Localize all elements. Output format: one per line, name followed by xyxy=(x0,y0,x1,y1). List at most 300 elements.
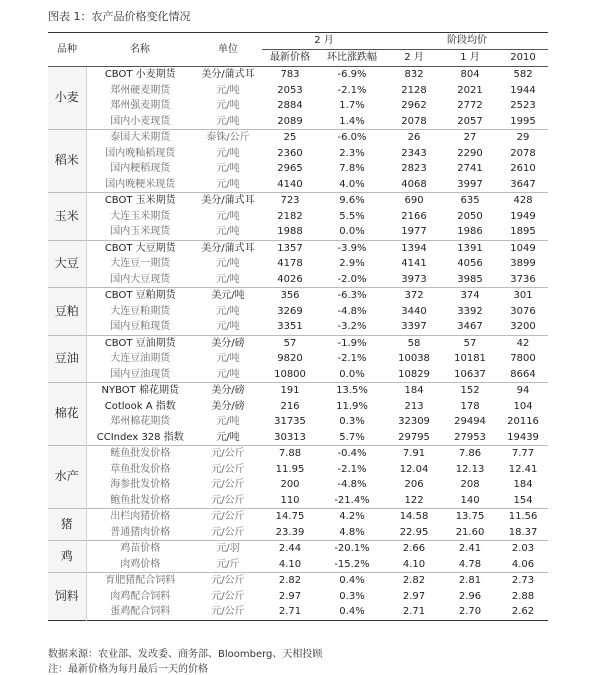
latest-price-cell: 57 xyxy=(262,335,318,351)
latest-price-cell: 23.39 xyxy=(275,526,305,538)
feb-average-cell: 690 xyxy=(386,193,442,209)
latest-price-cell: 2089 xyxy=(277,115,303,127)
name-cell: CCIndex 328 指数 xyxy=(96,431,184,443)
jan-average-cell: 3997 xyxy=(457,178,483,190)
name-cell: 国内粳稻现货 xyxy=(110,163,171,174)
name-cell: 草鱼批发价格 xyxy=(110,463,171,475)
jan-average-cell: 4056 xyxy=(457,258,483,269)
name-cell: CBOT 玉米期货 xyxy=(86,193,194,209)
variety-cell: 棉花 xyxy=(48,383,86,446)
unit-cell: 元/吨 xyxy=(216,368,240,380)
feb-average-cell: 7.91 xyxy=(386,446,442,462)
table-row xyxy=(48,525,548,541)
unit-cell: 元/公斤 xyxy=(211,606,245,617)
table-row xyxy=(48,98,548,114)
jan-average-cell: 2741 xyxy=(457,163,483,174)
unit-cell: 元/公斤 xyxy=(211,494,245,506)
y2010-average-cell: 7.77 xyxy=(498,446,548,462)
unit-cell: 元/公斤 xyxy=(211,590,245,602)
y2010-average-cell: 7800 xyxy=(510,353,536,364)
variety-cell: 豆粕 xyxy=(48,288,86,336)
table-body xyxy=(48,67,548,621)
mom-change-cell: 0.0% xyxy=(339,226,365,237)
table-row xyxy=(48,541,548,557)
table-caption: 图表 1：农产品价格变化情况 xyxy=(48,10,191,23)
y2010-average-cell: 2523 xyxy=(510,100,536,111)
y2010-average-cell: 94 xyxy=(498,383,548,399)
table-row xyxy=(48,589,548,605)
table-row xyxy=(48,114,548,130)
feb-average-cell: 184 xyxy=(386,383,442,399)
table-row xyxy=(48,146,548,162)
name-cell: 鲍鱼批发价格 xyxy=(110,494,171,506)
y2010-average-cell: 4.06 xyxy=(511,558,535,570)
jan-average-cell: 178 xyxy=(460,400,480,412)
unit-cell: 美分/磅 xyxy=(194,383,262,399)
name-cell: CBOT 豆粕期货 xyxy=(86,288,194,304)
feb-average-cell: 2.66 xyxy=(386,541,442,557)
feb-average-cell: 10829 xyxy=(398,368,430,380)
latest-price-cell: 2.71 xyxy=(278,606,302,617)
feb-average-cell: 4141 xyxy=(401,258,427,269)
jan-average-cell: 12.13 xyxy=(455,463,485,475)
mom-change-cell: -2.1% xyxy=(337,353,367,364)
mom-change-cell: 2.9% xyxy=(339,258,365,269)
header-mom-change: 环比涨跌幅 xyxy=(318,50,386,67)
variety-cell: 稻米 xyxy=(48,130,86,193)
feb-average-cell: 372 xyxy=(386,288,442,304)
header-name: 名称 xyxy=(86,33,194,67)
table-row xyxy=(48,304,548,320)
name-cell: 肉鸡价格 xyxy=(120,558,161,570)
unit-cell: 元/吨 xyxy=(216,258,240,269)
table-row xyxy=(48,335,548,351)
name-cell: 泰国大米期货 xyxy=(86,130,194,146)
name-cell: 国内晚粳米现货 xyxy=(105,178,176,190)
header-stage-average: 阶段均价 xyxy=(386,33,548,50)
latest-price-cell: 216 xyxy=(280,400,300,412)
name-cell: 大连豆一期货 xyxy=(110,258,171,269)
mom-change-cell: -4.8% xyxy=(337,479,367,490)
name-cell: NYBOT 棉花期货 xyxy=(86,383,194,399)
table-row xyxy=(48,319,548,335)
mom-change-cell: 2.3% xyxy=(339,147,365,159)
y2010-average-cell: 3736 xyxy=(510,273,536,285)
name-cell: 国内小麦现货 xyxy=(110,115,171,127)
header-variety: 品种 xyxy=(48,33,86,67)
feb-average-cell: 3397 xyxy=(401,321,427,332)
name-cell: 国内豆粕现货 xyxy=(110,321,171,332)
feb-average-cell: 22.95 xyxy=(399,526,429,538)
latest-price-cell: 1988 xyxy=(277,226,303,237)
jan-average-cell: 13.75 xyxy=(442,509,498,525)
latest-price-cell: 11.95 xyxy=(275,463,305,475)
unit-cell: 元/公斤 xyxy=(211,463,245,475)
mom-change-cell: 11.9% xyxy=(336,400,368,412)
header-month: 2 月 xyxy=(262,33,386,50)
mom-change-cell: -6.3% xyxy=(318,288,386,304)
mom-change-cell: -1.9% xyxy=(318,335,386,351)
table-row xyxy=(48,557,548,573)
table-row xyxy=(48,240,548,256)
table-row xyxy=(48,193,548,209)
jan-average-cell: 3392 xyxy=(457,305,483,317)
name-cell: 海参批发价格 xyxy=(110,479,171,490)
latest-price-cell: 7.88 xyxy=(262,446,318,462)
jan-average-cell: 10181 xyxy=(454,353,486,364)
y2010-average-cell: 2.88 xyxy=(511,590,535,602)
variety-cell: 玉米 xyxy=(48,193,86,241)
mom-change-cell: 13.5% xyxy=(318,383,386,399)
latest-price-cell: 2.82 xyxy=(262,573,318,589)
name-cell: 国内晚籼稻现货 xyxy=(105,147,176,159)
name-cell: 普通猪肉价格 xyxy=(110,526,171,538)
unit-cell: 元/公斤 xyxy=(211,526,245,538)
name-cell: CBOT 大豆期货 xyxy=(86,240,194,256)
y2010-average-cell: 3200 xyxy=(510,321,536,332)
table-row xyxy=(48,399,548,415)
name-cell: 鸡苗价格 xyxy=(86,541,194,557)
name-cell: 郑州棉花期货 xyxy=(110,416,171,427)
mom-change-cell: -2.0% xyxy=(337,273,367,285)
y2010-average-cell: 2.62 xyxy=(511,606,535,617)
variety-cell: 饲料 xyxy=(48,573,86,621)
mom-change-cell: -2.1% xyxy=(337,84,367,96)
jan-average-cell: 10637 xyxy=(454,368,486,380)
unit-cell: 元/吨 xyxy=(216,321,240,332)
mom-change-cell: -3.2% xyxy=(337,321,367,332)
mom-change-cell: -6.9% xyxy=(318,67,386,83)
latest-price-cell: 30313 xyxy=(274,431,306,443)
feb-average-cell: 4068 xyxy=(401,178,427,190)
mom-change-cell: -0.4% xyxy=(318,446,386,462)
jan-average-cell: 2772 xyxy=(457,100,483,111)
latest-price-cell: 4140 xyxy=(277,178,303,190)
mom-change-cell: 5.5% xyxy=(339,210,365,222)
name-cell: 国内大豆现货 xyxy=(110,273,171,285)
jan-average-cell: 635 xyxy=(442,193,498,209)
header-unit: 单位 xyxy=(194,33,262,67)
name-cell: 大连豆粕期货 xyxy=(110,305,171,317)
latest-price-cell: 9820 xyxy=(277,353,303,364)
mom-change-cell: 0.3% xyxy=(339,416,365,427)
table-row xyxy=(48,161,548,177)
jan-average-cell: 1391 xyxy=(442,240,498,256)
name-cell: 出栏肉猪价格 xyxy=(86,509,194,525)
latest-price-cell: 3269 xyxy=(277,305,303,317)
latest-price-cell: 2.44 xyxy=(262,541,318,557)
mom-change-cell: 4.2% xyxy=(318,509,386,525)
jan-average-cell: 2057 xyxy=(457,115,483,127)
jan-average-cell: 374 xyxy=(442,288,498,304)
y2010-average-cell: 2.03 xyxy=(498,541,548,557)
y2010-average-cell: 3899 xyxy=(510,258,536,269)
latest-price-cell: 31735 xyxy=(274,416,306,427)
unit-cell: 元/吨 xyxy=(216,210,240,222)
y2010-average-cell: 582 xyxy=(498,67,548,83)
unit-cell: 美分/磅 xyxy=(194,335,262,351)
unit-cell: 泰铢/公斤 xyxy=(194,130,262,146)
table-row xyxy=(48,509,548,525)
jan-average-cell: 4.78 xyxy=(458,558,482,570)
y2010-average-cell: 2610 xyxy=(510,163,536,174)
y2010-average-cell: 3076 xyxy=(510,305,536,317)
y2010-average-cell: 428 xyxy=(498,193,548,209)
table-row xyxy=(48,224,548,240)
y2010-average-cell: 19439 xyxy=(507,431,539,443)
latest-price-cell: 783 xyxy=(262,67,318,83)
table-row xyxy=(48,288,548,304)
feb-average-cell: 2.71 xyxy=(402,606,426,617)
unit-cell: 美分/磅 xyxy=(211,400,245,412)
footnote: 注：最新价格为每月最后一天的价格 xyxy=(48,664,208,675)
latest-price-cell: 10800 xyxy=(274,368,306,380)
unit-cell: 元/吨 xyxy=(216,100,240,111)
table-row xyxy=(48,367,548,383)
table-row xyxy=(48,383,548,399)
jan-average-cell: 27 xyxy=(442,130,498,146)
name-cell: 国内豆油现货 xyxy=(110,368,171,380)
latest-price-cell: 723 xyxy=(262,193,318,209)
unit-cell: 元/公斤 xyxy=(194,446,262,462)
jan-average-cell: 3467 xyxy=(457,321,483,332)
mom-change-cell: 5.7% xyxy=(339,431,365,443)
latest-price-cell: 4178 xyxy=(277,258,303,269)
table-row xyxy=(48,83,548,99)
feb-average-cell: 32309 xyxy=(398,416,430,427)
table-row xyxy=(48,209,548,225)
mom-change-cell: -20.1% xyxy=(318,541,386,557)
jan-average-cell: 29494 xyxy=(454,416,486,427)
jan-average-cell: 140 xyxy=(460,494,480,506)
jan-average-cell: 2.96 xyxy=(458,590,482,602)
unit-cell: 元/羽 xyxy=(194,541,262,557)
table-row xyxy=(48,177,548,193)
name-cell: 育肥猪配合饲料 xyxy=(86,573,194,589)
table-row xyxy=(48,256,548,272)
header-2010-average: 2010 xyxy=(498,50,548,67)
name-cell: CBOT 小麦期货 xyxy=(86,67,194,83)
mom-change-cell: 0.4% xyxy=(339,606,365,617)
y2010-average-cell: 184 xyxy=(513,479,533,490)
mom-change-cell: 0.4% xyxy=(318,573,386,589)
latest-price-cell: 25 xyxy=(262,130,318,146)
latest-price-cell: 356 xyxy=(262,288,318,304)
table-row xyxy=(48,477,548,493)
jan-average-cell: 2021 xyxy=(457,84,483,96)
latest-price-cell: 3351 xyxy=(277,321,303,332)
unit-cell: 元/吨 xyxy=(216,84,240,96)
feb-average-cell: 14.58 xyxy=(386,509,442,525)
y2010-average-cell: 1949 xyxy=(510,210,536,222)
unit-cell: 元/公斤 xyxy=(194,509,262,525)
variety-cell: 水产 xyxy=(48,446,86,509)
latest-price-cell: 2884 xyxy=(277,100,303,111)
y2010-average-cell: 1944 xyxy=(510,84,536,96)
y2010-average-cell: 20116 xyxy=(507,416,539,427)
latest-price-cell: 14.75 xyxy=(262,509,318,525)
table-row xyxy=(48,351,548,367)
variety-cell: 小麦 xyxy=(48,67,86,130)
unit-cell: 元/吨 xyxy=(216,353,240,364)
table-row xyxy=(48,604,548,620)
latest-price-cell: 2965 xyxy=(277,163,303,174)
feb-average-cell: 3440 xyxy=(401,305,427,317)
name-cell: 蛋鸡配合饲料 xyxy=(110,606,171,617)
unit-cell: 元/吨 xyxy=(216,416,240,427)
table-row xyxy=(48,130,548,146)
unit-cell: 元/吨 xyxy=(216,431,240,443)
y2010-average-cell: 154 xyxy=(513,494,533,506)
latest-price-cell: 4.10 xyxy=(278,558,302,570)
feb-average-cell: 2166 xyxy=(401,210,427,222)
jan-average-cell: 7.86 xyxy=(442,446,498,462)
header-feb-average: 2 月 xyxy=(386,50,442,67)
feb-average-cell: 4.10 xyxy=(402,558,426,570)
jan-average-cell: 804 xyxy=(442,67,498,83)
name-cell: CBOT 豆油期货 xyxy=(86,335,194,351)
table-row xyxy=(48,462,548,478)
variety-cell: 大豆 xyxy=(48,240,86,288)
unit-cell: 元/吨 xyxy=(216,115,240,127)
jan-average-cell: 57 xyxy=(442,335,498,351)
variety-cell: 鸡 xyxy=(48,541,86,573)
jan-average-cell: 152 xyxy=(442,383,498,399)
variety-cell: 豆油 xyxy=(48,335,86,383)
latest-price-cell: 191 xyxy=(262,383,318,399)
unit-cell: 元/吨 xyxy=(216,226,240,237)
mom-change-cell: -2.1% xyxy=(337,463,367,475)
mom-change-cell: 7.8% xyxy=(339,163,365,174)
y2010-average-cell: 104 xyxy=(513,400,533,412)
y2010-average-cell: 29 xyxy=(498,130,548,146)
feb-average-cell: 213 xyxy=(404,400,424,412)
y2010-average-cell: 1895 xyxy=(510,226,536,237)
mom-change-cell: 1.4% xyxy=(339,115,365,127)
jan-average-cell: 3985 xyxy=(457,273,483,285)
feb-average-cell: 1977 xyxy=(401,226,427,237)
latest-price-cell: 1357 xyxy=(262,240,318,256)
feb-average-cell: 2962 xyxy=(401,100,427,111)
mom-change-cell: 1.7% xyxy=(339,100,365,111)
jan-average-cell: 208 xyxy=(460,479,480,490)
name-cell: 大连豆油期货 xyxy=(110,353,171,364)
variety-cell: 猪 xyxy=(48,509,86,541)
unit-cell: 元/公斤 xyxy=(194,573,262,589)
jan-average-cell: 2.70 xyxy=(458,606,482,617)
feb-average-cell: 2078 xyxy=(401,115,427,127)
table-row xyxy=(48,67,548,83)
table-row xyxy=(48,272,548,288)
jan-average-cell: 21.60 xyxy=(455,526,485,538)
feb-average-cell: 206 xyxy=(404,479,424,490)
unit-cell: 元/公斤 xyxy=(211,479,245,490)
feb-average-cell: 2.82 xyxy=(386,573,442,589)
y2010-average-cell: 11.56 xyxy=(498,509,548,525)
feb-average-cell: 26 xyxy=(386,130,442,146)
jan-average-cell: 1986 xyxy=(457,226,483,237)
table-row xyxy=(48,573,548,589)
feb-average-cell: 832 xyxy=(386,67,442,83)
latest-price-cell: 2.97 xyxy=(278,590,302,602)
feb-average-cell: 1394 xyxy=(386,240,442,256)
feb-average-cell: 12.04 xyxy=(399,463,429,475)
unit-cell: 元/斤 xyxy=(216,558,240,570)
unit-cell: 元/吨 xyxy=(216,273,240,285)
y2010-average-cell: 3647 xyxy=(510,178,536,190)
y2010-average-cell: 2078 xyxy=(510,147,536,159)
table-row xyxy=(48,493,548,509)
feb-average-cell: 2823 xyxy=(401,163,427,174)
unit-cell: 元/吨 xyxy=(216,178,240,190)
unit-cell: 美元/吨 xyxy=(194,288,262,304)
mom-change-cell: 0.0% xyxy=(339,368,365,380)
price-table xyxy=(48,32,548,621)
feb-average-cell: 2128 xyxy=(401,84,427,96)
jan-average-cell: 2050 xyxy=(457,210,483,222)
name-cell: 国内玉米现货 xyxy=(110,226,171,237)
y2010-average-cell: 1995 xyxy=(510,115,536,127)
feb-average-cell: 3973 xyxy=(401,273,427,285)
mom-change-cell: 4.8% xyxy=(339,526,365,538)
jan-average-cell: 2.41 xyxy=(442,541,498,557)
name-cell: 鲢鱼批发价格 xyxy=(86,446,194,462)
mom-change-cell: 0.3% xyxy=(339,590,365,602)
unit-cell: 元/吨 xyxy=(216,147,240,159)
mom-change-cell: -6.0% xyxy=(318,130,386,146)
unit-cell: 美分/蒲式耳 xyxy=(194,67,262,83)
mom-change-cell: 4.0% xyxy=(339,178,365,190)
mom-change-cell: -15.2% xyxy=(334,558,370,570)
feb-average-cell: 10038 xyxy=(398,353,430,364)
table-row xyxy=(48,414,548,430)
unit-cell: 美分/蒲式耳 xyxy=(194,240,262,256)
jan-average-cell: 2.81 xyxy=(442,573,498,589)
mom-change-cell: -3.9% xyxy=(318,240,386,256)
mom-change-cell: -4.8% xyxy=(337,305,367,317)
latest-price-cell: 200 xyxy=(280,479,300,490)
feb-average-cell: 2343 xyxy=(401,147,427,159)
latest-price-cell: 110 xyxy=(280,494,300,506)
y2010-average-cell: 18.37 xyxy=(508,526,538,538)
header-latest-price: 最新价格 xyxy=(262,50,318,67)
table-row xyxy=(48,430,548,446)
feb-average-cell: 58 xyxy=(386,335,442,351)
name-cell: Cotlook A 指数 xyxy=(104,400,176,412)
feb-average-cell: 2.97 xyxy=(402,590,426,602)
jan-average-cell: 2290 xyxy=(457,147,483,159)
unit-cell: 美分/蒲式耳 xyxy=(194,193,262,209)
y2010-average-cell: 2.73 xyxy=(498,573,548,589)
mom-change-cell: 9.6% xyxy=(318,193,386,209)
unit-cell: 元/吨 xyxy=(216,163,240,174)
y2010-average-cell: 8664 xyxy=(510,368,536,380)
y2010-average-cell: 301 xyxy=(498,288,548,304)
y2010-average-cell: 12.41 xyxy=(508,463,538,475)
name-cell: 大连玉米期货 xyxy=(110,210,171,222)
name-cell: 郑州强麦期货 xyxy=(110,100,171,111)
feb-average-cell: 122 xyxy=(404,494,424,506)
latest-price-cell: 2360 xyxy=(277,147,303,159)
unit-cell: 元/吨 xyxy=(216,305,240,317)
name-cell: 郑州硬麦期货 xyxy=(110,84,171,96)
latest-price-cell: 4026 xyxy=(277,273,303,285)
mom-change-cell: -21.4% xyxy=(334,494,370,506)
feb-average-cell: 29795 xyxy=(398,431,430,443)
latest-price-cell: 2182 xyxy=(277,210,303,222)
latest-price-cell: 2053 xyxy=(277,84,303,96)
jan-average-cell: 27953 xyxy=(454,431,486,443)
